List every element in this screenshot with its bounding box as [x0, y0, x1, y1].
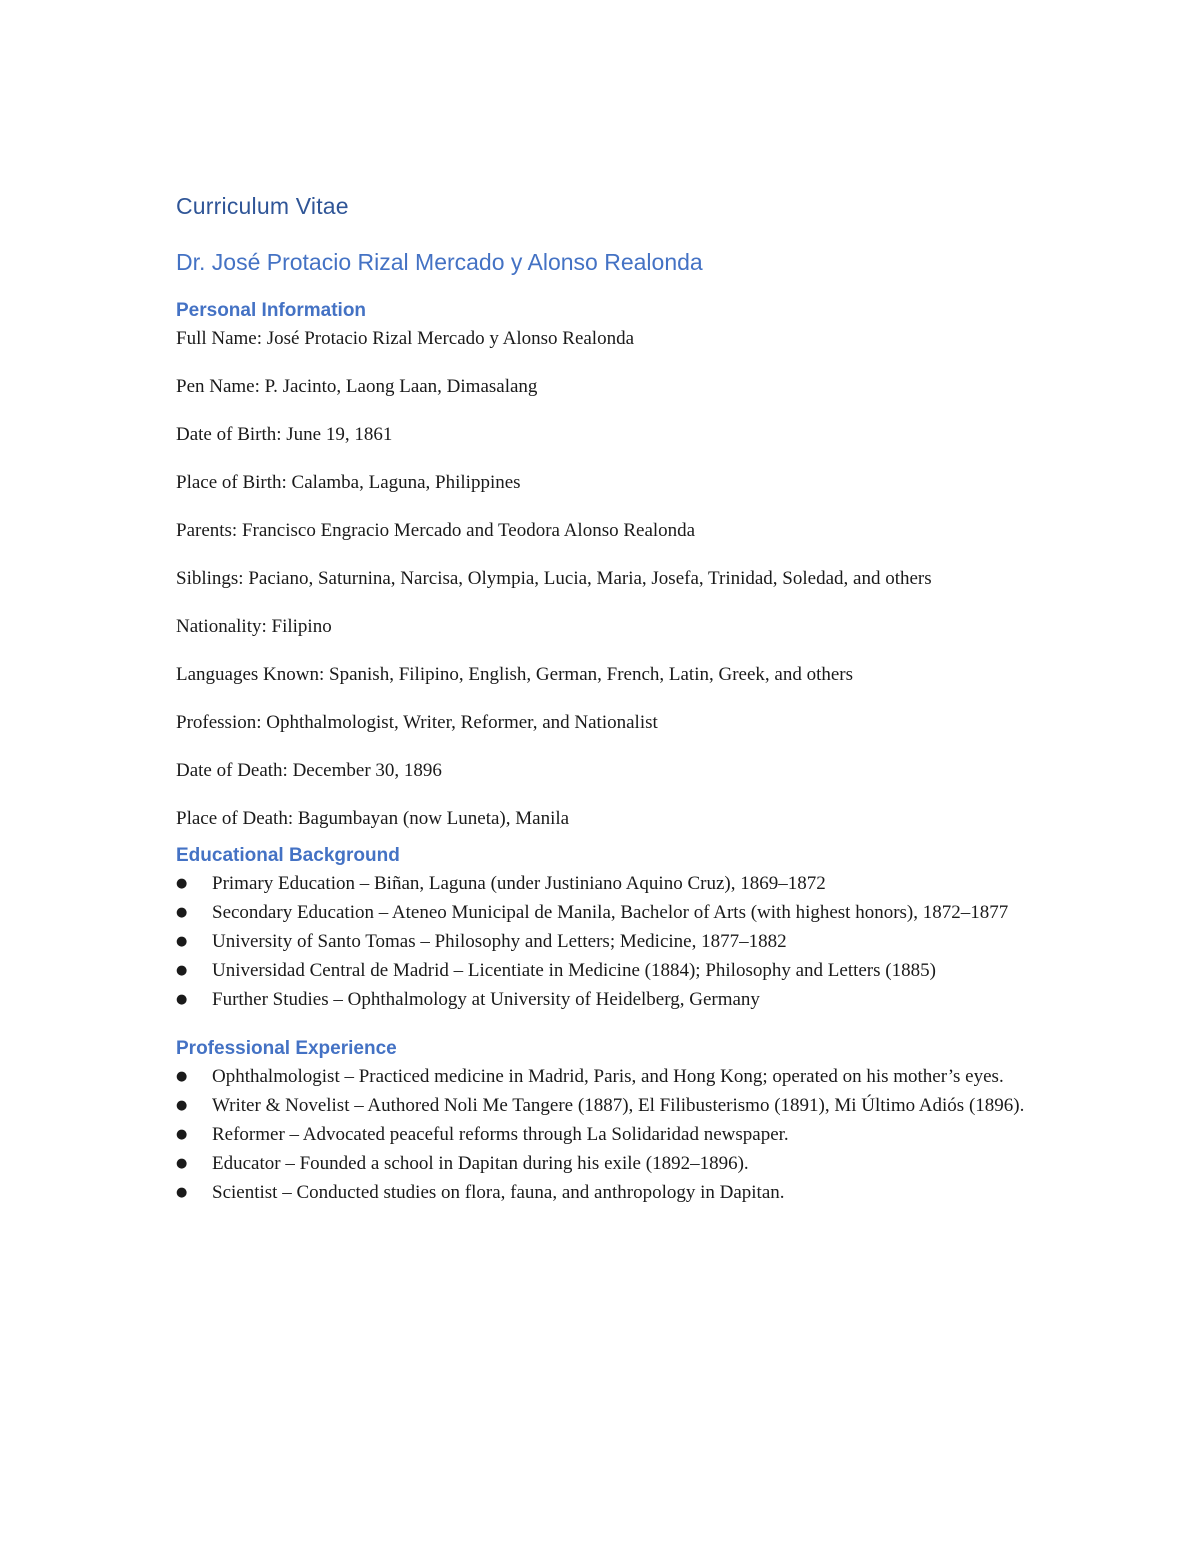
profession-field: Profession: Ophthalmologist, Writer, Reformer, and Nationalist: [176, 712, 658, 733]
pen-name-field: Pen Name: P. Jacinto, Laong Laan, Dimasalang: [176, 376, 538, 397]
list-item-text: Primary Education – Biñan, Laguna (under Justiniano Aquino Cruz), 1869–1872: [212, 873, 826, 894]
professional-experience-heading: Professional Experience: [176, 1038, 397, 1059]
list-item-text: Educator – Founded a school in Dapitan during his exile (1892–1896).: [212, 1153, 749, 1174]
list-item-text: University of Santo Tomas – Philosophy and Letters; Medicine, 1877–1882: [212, 931, 787, 952]
place-of-birth-field: Place of Birth: Calamba, Laguna, Philippines: [176, 472, 521, 493]
date-of-birth-field: Date of Birth: June 19, 1861: [176, 424, 393, 445]
list-item: [176, 1149, 1036, 1178]
experience-list: [176, 1062, 1036, 1207]
full-name-field: Full Name: José Protacio Rizal Mercado y Alonso Realonda: [176, 328, 635, 349]
list-item: [176, 956, 1036, 985]
educational-background-heading: Educational Background: [176, 845, 400, 866]
list-item: [176, 1062, 1036, 1091]
date-of-death-field: Date of Death: December 30, 1896: [176, 760, 442, 781]
nationality-field: Nationality: Filipino: [176, 616, 332, 637]
document-title: Curriculum Vitae: [176, 193, 349, 219]
languages-field: Languages Known: Spanish, Filipino, English, German, French, Latin, Greek, and others: [176, 664, 854, 685]
list-item-text: Ophthalmologist – Practiced medicine in Madrid, Paris, and Hong Kong; operated on his mother’s eyes.: [212, 1066, 1004, 1087]
bullet-icon: ●: [176, 963, 188, 978]
bullet-icon: ●: [176, 934, 188, 949]
education-list: [176, 869, 1036, 1014]
list-item: [176, 1120, 1036, 1149]
list-item: [176, 927, 1036, 956]
educational-background-section: [176, 843, 1036, 1014]
place-of-death-field: Place of Death: Bagumbayan (now Luneta), Manila: [176, 808, 570, 829]
list-item: [176, 869, 1036, 898]
list-item-text: Secondary Education – Ateneo Municipal de Manila, Bachelor of Arts (with highest honors), 1872–1877: [212, 902, 1009, 923]
bullet-icon: ●: [176, 1156, 188, 1171]
list-item: [176, 985, 1036, 1014]
list-item: [176, 1091, 1036, 1120]
bullet-icon: ●: [176, 992, 188, 1007]
bullet-icon: ●: [176, 1185, 188, 1200]
bullet-icon: ●: [176, 905, 188, 920]
name-heading: Dr. José Protacio Rizal Mercado y Alonso Realonda: [176, 249, 703, 275]
bullet-icon: ●: [176, 1127, 188, 1142]
list-item: [176, 1178, 1036, 1207]
list-item-text: Scientist – Conducted studies on flora, fauna, and anthropology in Dapitan.: [212, 1182, 785, 1203]
list-item: [176, 898, 1036, 927]
personal-information-section: [176, 298, 1036, 833]
bullet-icon: ●: [176, 1098, 188, 1113]
document-page: [176, 190, 1036, 1207]
list-item-text: Reformer – Advocated peaceful reforms through La Solidaridad newspaper.: [212, 1124, 789, 1145]
list-item-text: Writer & Novelist – Authored Noli Me Tangere (1887), El Filibusterismo (1891), Mi Último Adiós (1896).: [212, 1095, 1025, 1116]
bullet-icon: ●: [176, 876, 188, 891]
siblings-field: Siblings: Paciano, Saturnina, Narcisa, Olympia, Lucia, Maria, Josefa, Trinidad, Soledad, and others: [176, 568, 932, 589]
list-item-text: Further Studies – Ophthalmology at University of Heidelberg, Germany: [212, 989, 760, 1010]
parents-field: Parents: Francisco Engracio Mercado and Teodora Alonso Realonda: [176, 520, 696, 541]
list-item-text: Universidad Central de Madrid – Licentiate in Medicine (1884); Philosophy and Letters (1885): [212, 960, 936, 981]
bullet-icon: ●: [176, 1069, 188, 1084]
professional-experience-section: [176, 1036, 1036, 1207]
personal-information-heading: Personal Information: [176, 300, 367, 321]
